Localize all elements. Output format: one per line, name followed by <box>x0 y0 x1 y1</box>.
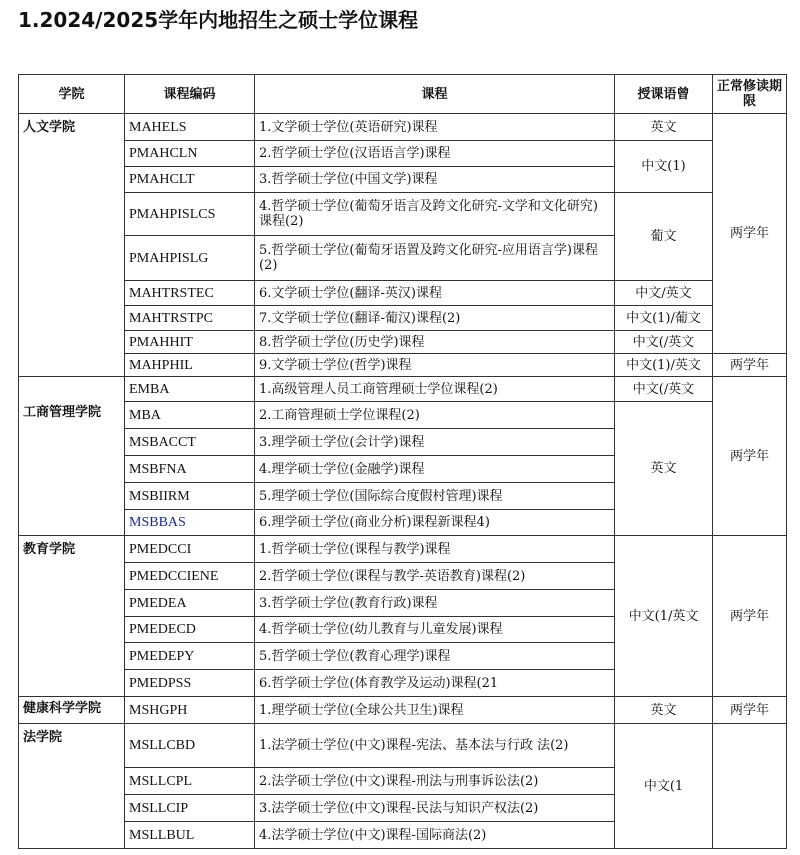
language-cell: 葡文 <box>615 193 713 281</box>
course-name: 4.法学硕士学位(中文)课程-国际商法(2) <box>255 822 615 849</box>
course-code: PMAHCLT <box>125 167 255 193</box>
table-header-row <box>19 75 787 114</box>
page-title: 1.2024/2025学年内地招生之硕士学位课程 <box>18 8 419 32</box>
course-name: 8.哲学硕士学位(历史学)课程 <box>255 331 615 354</box>
table-row <box>19 402 787 429</box>
language-cell: 中文(/英文 <box>615 377 713 402</box>
school-cell: 工商管理学院 <box>19 377 125 536</box>
language-cell: 中文(/英文 <box>615 331 713 354</box>
table-row <box>19 193 787 236</box>
course-code: PMEDCCIENE <box>125 563 255 590</box>
course-name: 7.文学硕士学位(翻译-葡汉)课程(2) <box>255 306 615 331</box>
course-name: 4.哲学硕士学位(葡萄牙语言及跨文化研究-文学和文化研究)课程(2) <box>255 193 615 236</box>
duration-cell: 两学年 <box>713 114 787 354</box>
header-code: 课程编码 <box>125 75 255 114</box>
course-code: PMEDECD <box>125 617 255 643</box>
table-row <box>19 331 787 354</box>
course-name: 1.高级管理人员工商管理硕士学位课程(2) <box>255 377 615 402</box>
course-code: EMBA <box>125 377 255 402</box>
course-name: 9.文学硕士学位(哲学)课程 <box>255 354 615 377</box>
language-cell: 中文/英文 <box>615 281 713 306</box>
course-name: 6.理学硕士学位(商业分析)课程新课程4) <box>255 510 615 536</box>
course-name: 1.法学硕士学位(中文)课程-宪法、基本法与行政 法(2) <box>255 724 615 768</box>
course-name: 5.理学硕士学位(国际综合度假村管理)课程 <box>255 483 615 510</box>
course-code: MSLLCIP <box>125 795 255 822</box>
course-name: 5.哲学硕士学位(葡萄牙语置及跨文化研究-应用语言学)课程(2) <box>255 236 615 281</box>
course-name: 6.文学硕士学位(翻译-英汉)课程 <box>255 281 615 306</box>
course-code: PMEDPSS <box>125 670 255 697</box>
language-cell: 中文(1)/英文 <box>615 354 713 377</box>
course-name: 1.文学硕士学位(英语研究)课程 <box>255 114 615 141</box>
language-cell: 英文 <box>615 402 713 536</box>
course-name: 2.工商管理硕士学位课程(2) <box>255 402 615 429</box>
course-name: 4.理学硕士学位(金融学)课程 <box>255 456 615 483</box>
header-school: 学院 <box>19 75 125 114</box>
course-name: 1.理学硕士学位(全球公共卫生)课程 <box>255 697 615 724</box>
course-code: MSLLCPL <box>125 768 255 795</box>
course-code: MSBBAS <box>125 510 255 536</box>
course-name: 5.哲学硕士学位(教育心理学)课程 <box>255 643 615 670</box>
course-name: 3.哲学硕士学位(教育行政)课程 <box>255 590 615 617</box>
course-code: MBA <box>125 402 255 429</box>
course-name: 1.哲学硕士学位(课程与教学)课程 <box>255 536 615 563</box>
table-row <box>19 354 787 377</box>
course-code: MSBACCT <box>125 429 255 456</box>
course-code: PMAHPISLG <box>125 236 255 281</box>
language-cell: 英文 <box>615 114 713 141</box>
course-code: MAHTRSTEC <box>125 281 255 306</box>
language-cell: 中文(1/英文 <box>615 536 713 697</box>
course-code: MAHPHIL <box>125 354 255 377</box>
course-code: PMEDEA <box>125 590 255 617</box>
language-cell: 中文(1) <box>615 141 713 193</box>
course-code: PMEDCCI <box>125 536 255 563</box>
course-name: 2.哲学硕士学位(汉语语言学)课程 <box>255 141 615 167</box>
duration-cell <box>713 724 787 849</box>
course-name: 3.理学硕士学位(会计学)课程 <box>255 429 615 456</box>
course-name: 2.法学硕士学位(中文)课程-刑法与刑事诉讼法(2) <box>255 768 615 795</box>
school-cell: 法学院 <box>19 724 125 849</box>
course-code: MAHTRSTPC <box>125 306 255 331</box>
duration-cell: 两学年 <box>713 536 787 697</box>
school-cell: 人文学院 <box>19 114 125 377</box>
language-cell: 中文(1 <box>615 724 713 849</box>
school-cell: 健康科学学院 <box>19 697 125 724</box>
course-code: MAHELS <box>125 114 255 141</box>
course-code: MSLLCBD <box>125 724 255 768</box>
header-language: 授课语曾 <box>615 75 713 114</box>
table-row <box>19 306 787 331</box>
course-code: PMEDEPY <box>125 643 255 670</box>
course-code: MSHGPH <box>125 697 255 724</box>
course-name: 4.哲学硕士学位(幼儿教育与儿童发展)课程 <box>255 617 615 643</box>
course-name: 3.法学硕士学位(中文)课程-民法与知识产权法(2) <box>255 795 615 822</box>
course-code: MSBIIRM <box>125 483 255 510</box>
language-cell: 英文 <box>615 697 713 724</box>
table-row <box>19 724 787 768</box>
course-name: 6.哲学硕士学位(体育教学及运动)课程(21 <box>255 670 615 697</box>
course-name: 3.哲学硕士学位(中国文学)课程 <box>255 167 615 193</box>
table-row <box>19 281 787 306</box>
header-duration: 正常修读期限 <box>713 75 787 114</box>
language-cell: 中文(1)/葡文 <box>615 306 713 331</box>
table-row <box>19 697 787 724</box>
course-code: PMAHPISLCS <box>125 193 255 236</box>
course-table <box>18 74 787 849</box>
duration-cell: 两学年 <box>713 697 787 724</box>
course-name: 2.哲学硕士学位(课程与教学-英语教育)课程(2) <box>255 563 615 590</box>
course-code: PMAHHIT <box>125 331 255 354</box>
duration-cell: 两学年 <box>713 377 787 536</box>
header-course: 课程 <box>255 75 615 114</box>
duration-cell: 两学年 <box>713 354 787 377</box>
table-row <box>19 536 787 563</box>
table-row <box>19 114 787 141</box>
course-code: PMAHCLN <box>125 141 255 167</box>
school-cell: 教育学院 <box>19 536 125 697</box>
course-code: MSLLBUL <box>125 822 255 849</box>
course-code: MSBFNA <box>125 456 255 483</box>
table-row <box>19 377 787 402</box>
table-row <box>19 141 787 167</box>
